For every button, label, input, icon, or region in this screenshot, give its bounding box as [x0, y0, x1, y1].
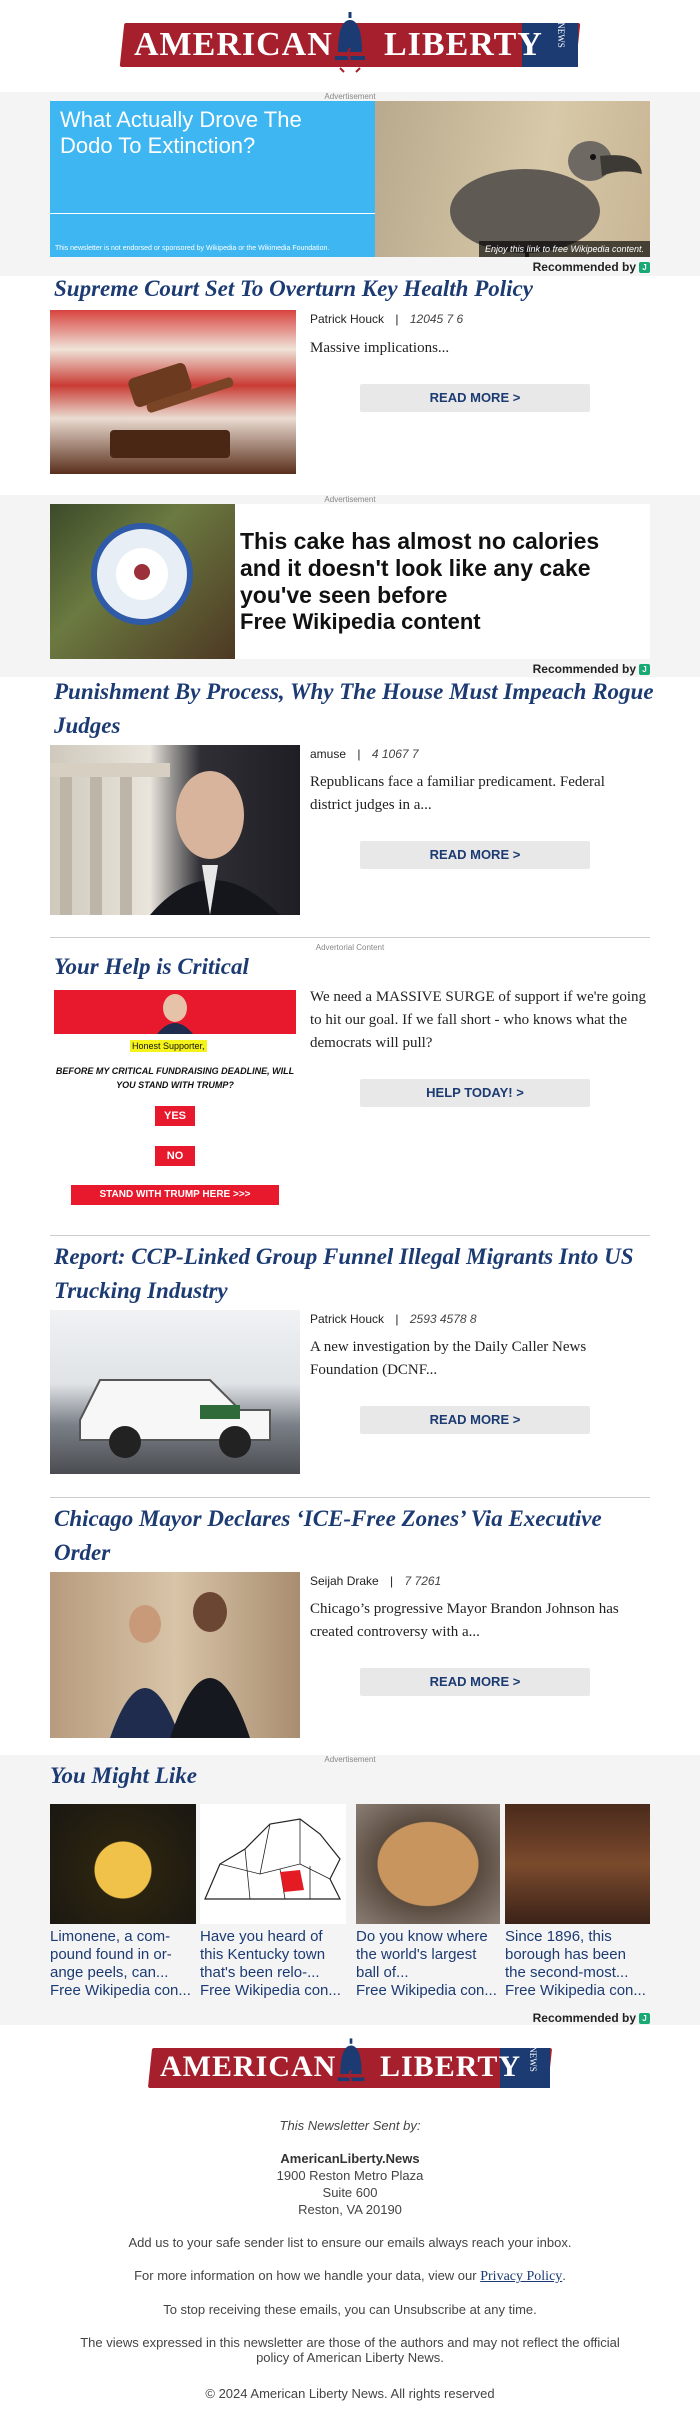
- footer-privacy-prefix: For more information on how we handle your data, view our: [134, 2268, 477, 2283]
- article-3-headline[interactable]: Report: CCP-Linked Group Funnel Illegal Migrants Into US Trucking Industry: [54, 1244, 634, 1303]
- section-divider: [50, 937, 650, 938]
- article-4-headline[interactable]: Chicago Mayor Declares ‘ICE-Free Zones’ Via Executive Order: [54, 1506, 602, 1565]
- brand-logo[interactable]: [122, 10, 578, 68]
- footer-views-disclaimer: The views expressed in this newsletter are those of the authors and may not reflect the official policy of American Liberty News.: [80, 2335, 620, 2365]
- poll-question: BEFORE MY CRITICAL FUNDRAISING DEADLINE, WILL YOU STAND WITH TRUMP?: [55, 1066, 295, 1090]
- recommendation-card[interactable]: [356, 1804, 500, 2004]
- cake-ad-text: This cake has almost no calories and it doesn't look like any cake you've seen before: [240, 528, 600, 608]
- article-2-ids: 4 1067 7: [371, 747, 419, 761]
- meta-separator: |: [390, 1574, 394, 1588]
- poll-yes-button[interactable]: YES: [155, 1106, 195, 1126]
- article-3-author: Patrick Houck: [310, 1312, 385, 1326]
- ad-label: Advertisement: [324, 495, 376, 504]
- footer-copyright: © 2024 American Liberty News. All rights reserved: [205, 2386, 495, 2401]
- recommendation-card[interactable]: [505, 1804, 650, 2004]
- article-1-author: Patrick Houck: [310, 312, 385, 326]
- advertorial-headline[interactable]: Your Help is Critical: [54, 954, 249, 979]
- logo-news-tag: NEWS: [555, 22, 566, 48]
- meta-separator: |: [395, 1312, 399, 1326]
- you-might-like-title: You Might Like: [50, 1763, 197, 1788]
- article-2-headline[interactable]: Punishment By Process, Why The House Must Impeach Rogue Judges: [54, 679, 654, 738]
- article-1-summary: Massive implications...: [310, 340, 450, 356]
- recommended-by-2[interactable]: [400, 662, 650, 676]
- section-divider: [50, 1497, 650, 1498]
- section-divider: [50, 1235, 650, 1236]
- article-4-image[interactable]: [50, 1572, 300, 1738]
- article-1-meta: [310, 312, 463, 326]
- article-2-meta: [310, 747, 419, 761]
- dodo-ad-disclaimer: This newsletter is not endorsed or sponsored by Wikipedia or the Wikimedia Foundation.: [55, 245, 330, 252]
- stand-with-trump-button[interactable]: STAND WITH TRUMP HERE >>>: [71, 1185, 279, 1205]
- article-2-image[interactable]: [50, 745, 300, 915]
- cake-plate-icon: [50, 504, 235, 659]
- recommender-logo-icon: J: [639, 2013, 650, 2024]
- two-men-handshake-icon: [50, 1572, 300, 1738]
- article-3-meta: [310, 1312, 477, 1326]
- article-1-headline[interactable]: Supreme Court Set To Overturn Key Health Policy: [54, 276, 533, 301]
- ad-label: Advertisement: [324, 1755, 376, 1764]
- border-patrol-truck-icon: [50, 1310, 300, 1474]
- footer-brand-logo[interactable]: [150, 2036, 550, 2096]
- liberty-bell-icon: [335, 2036, 367, 2096]
- recommendation-text: Since 1896, this borough has been the second-most...: [505, 1928, 629, 1981]
- privacy-policy-link[interactable]: Privacy Policy: [480, 2269, 563, 2284]
- dodo-ad-image: [375, 101, 650, 257]
- twine-ball-image: [356, 1804, 500, 1924]
- recommendation-source: Free Wikipedia con...: [50, 1982, 191, 1999]
- advertorial-poll-image[interactable]: [50, 988, 300, 1208]
- recommended-by-label: Recommended by: [532, 2011, 636, 2025]
- poll-badge: Honest Supporter,: [132, 1041, 205, 1051]
- footer-safe-sender: Add us to your safe sender list to ensure our emails always reach your inbox.: [128, 2235, 572, 2250]
- lemon-image: [50, 1804, 196, 1924]
- article-1-image[interactable]: [50, 310, 296, 474]
- meta-separator: |: [357, 747, 361, 761]
- article-2-read-more-button[interactable]: READ MORE >: [360, 841, 590, 869]
- recommendation-card[interactable]: [50, 1804, 196, 2004]
- footer-unsubscribe[interactable]: To stop receiving these emails, you can Unsubscribe at any time.: [163, 2302, 537, 2317]
- kentucky-map-image: [200, 1804, 346, 1924]
- recommendation-source: Free Wikipedia con...: [505, 1982, 646, 1999]
- poll-red-banner: [54, 990, 296, 1034]
- footer-privacy-line: [0, 2268, 700, 2285]
- recommendation-text: Limonene, a com-pound found in or-ange peels, can...: [50, 1928, 172, 1981]
- advertorial-body: We need a MASSIVE SURGE of support if we're going to hit our goal. If we fall short - who knows what the democrats will pull?: [310, 989, 647, 1051]
- logo-text-right: LIBERTY: [380, 2050, 521, 2083]
- logo-text-left: AMERICAN: [134, 26, 333, 63]
- article-4-author: Seijah Drake: [310, 1574, 379, 1588]
- article-4-ids: 7 7261: [404, 1574, 442, 1588]
- judge-portrait-icon: [50, 745, 300, 915]
- recommendation-card[interactable]: [200, 1804, 346, 2004]
- recommender-logo-icon: J: [639, 664, 650, 675]
- logo-news-tag: NEWS: [527, 2046, 538, 2072]
- trump-portrait-icon: [54, 990, 296, 1034]
- article-3-summary: A new investigation by the Daily Caller News Foundation (DCNF...: [310, 1339, 587, 1378]
- article-1-read-more-button[interactable]: READ MORE >: [360, 384, 590, 412]
- article-2-summary: Republicans face a familiar predicament. Federal district judges in a...: [310, 774, 605, 813]
- help-today-button[interactable]: HELP TODAY! >: [360, 1079, 590, 1107]
- article-4-read-more-button[interactable]: READ MORE >: [360, 1668, 590, 1696]
- footer-address-line2: Suite 600: [322, 2185, 378, 2200]
- recommended-by-label: Recommended by: [532, 260, 636, 274]
- article-3-ids: 2593 4578 8: [409, 1312, 477, 1326]
- recommender-logo-icon: J: [639, 262, 650, 273]
- kentucky-map-icon: [200, 1804, 346, 1924]
- logo-text-right: LIBERTY: [384, 26, 543, 63]
- recommendation-source: Free Wikipedia con...: [356, 1982, 497, 1999]
- poll-no-button[interactable]: NO: [155, 1146, 195, 1166]
- recommendation-text: Have you heard of this Kentucky town that's been relo-...: [200, 1928, 326, 1981]
- gavel-icon: [50, 310, 296, 474]
- footer-address-line1: 1900 Reston Metro Plaza: [276, 2168, 424, 2183]
- footer-sent-by: This Newsletter Sent by:: [279, 2118, 421, 2133]
- footer-address-line3: Reston, VA 20190: [298, 2202, 402, 2217]
- cake-ad-image: [50, 504, 235, 659]
- dodo-bird-icon: [375, 101, 650, 257]
- cake-ad-source: Free Wikipedia content: [240, 609, 481, 634]
- article-1-ids: 12045 7 6: [409, 312, 464, 326]
- dodo-ad[interactable]: [50, 101, 650, 257]
- logo-text-left: AMERICAN: [160, 2050, 337, 2083]
- footer-privacy-period: .: [562, 2268, 566, 2283]
- article-3-read-more-button[interactable]: READ MORE >: [360, 1406, 590, 1434]
- recommended-by-label: Recommended by: [532, 662, 636, 676]
- recommendation-text: Do you know where the world's largest ball of...: [356, 1928, 488, 1981]
- borough-image: [505, 1804, 650, 1924]
- recommendation-source: Free Wikipedia con...: [200, 1982, 341, 1999]
- advertorial-label: Advertorial Content: [315, 943, 385, 952]
- article-4-meta: [310, 1574, 441, 1588]
- article-2-author: amuse: [310, 747, 347, 761]
- dodo-ad-caption: Enjoy this link to free Wikipedia content.: [479, 241, 650, 257]
- article-3-image[interactable]: [50, 1310, 300, 1474]
- article-4-summary: Chicago’s progressive Mayor Brandon Johnson has created controversy with a...: [310, 1601, 619, 1640]
- cake-ad[interactable]: [50, 504, 650, 659]
- dodo-ad-title: What Actually Drove The Dodo To Extinction?: [60, 107, 302, 158]
- recommended-by-3[interactable]: [400, 2011, 650, 2025]
- ad-label: Advertisement: [324, 92, 376, 101]
- meta-separator: |: [395, 312, 399, 326]
- footer-company: AmericanLiberty.News: [280, 2151, 420, 2166]
- dodo-ad-rule: [50, 213, 375, 214]
- liberty-bell-icon: [332, 10, 368, 76]
